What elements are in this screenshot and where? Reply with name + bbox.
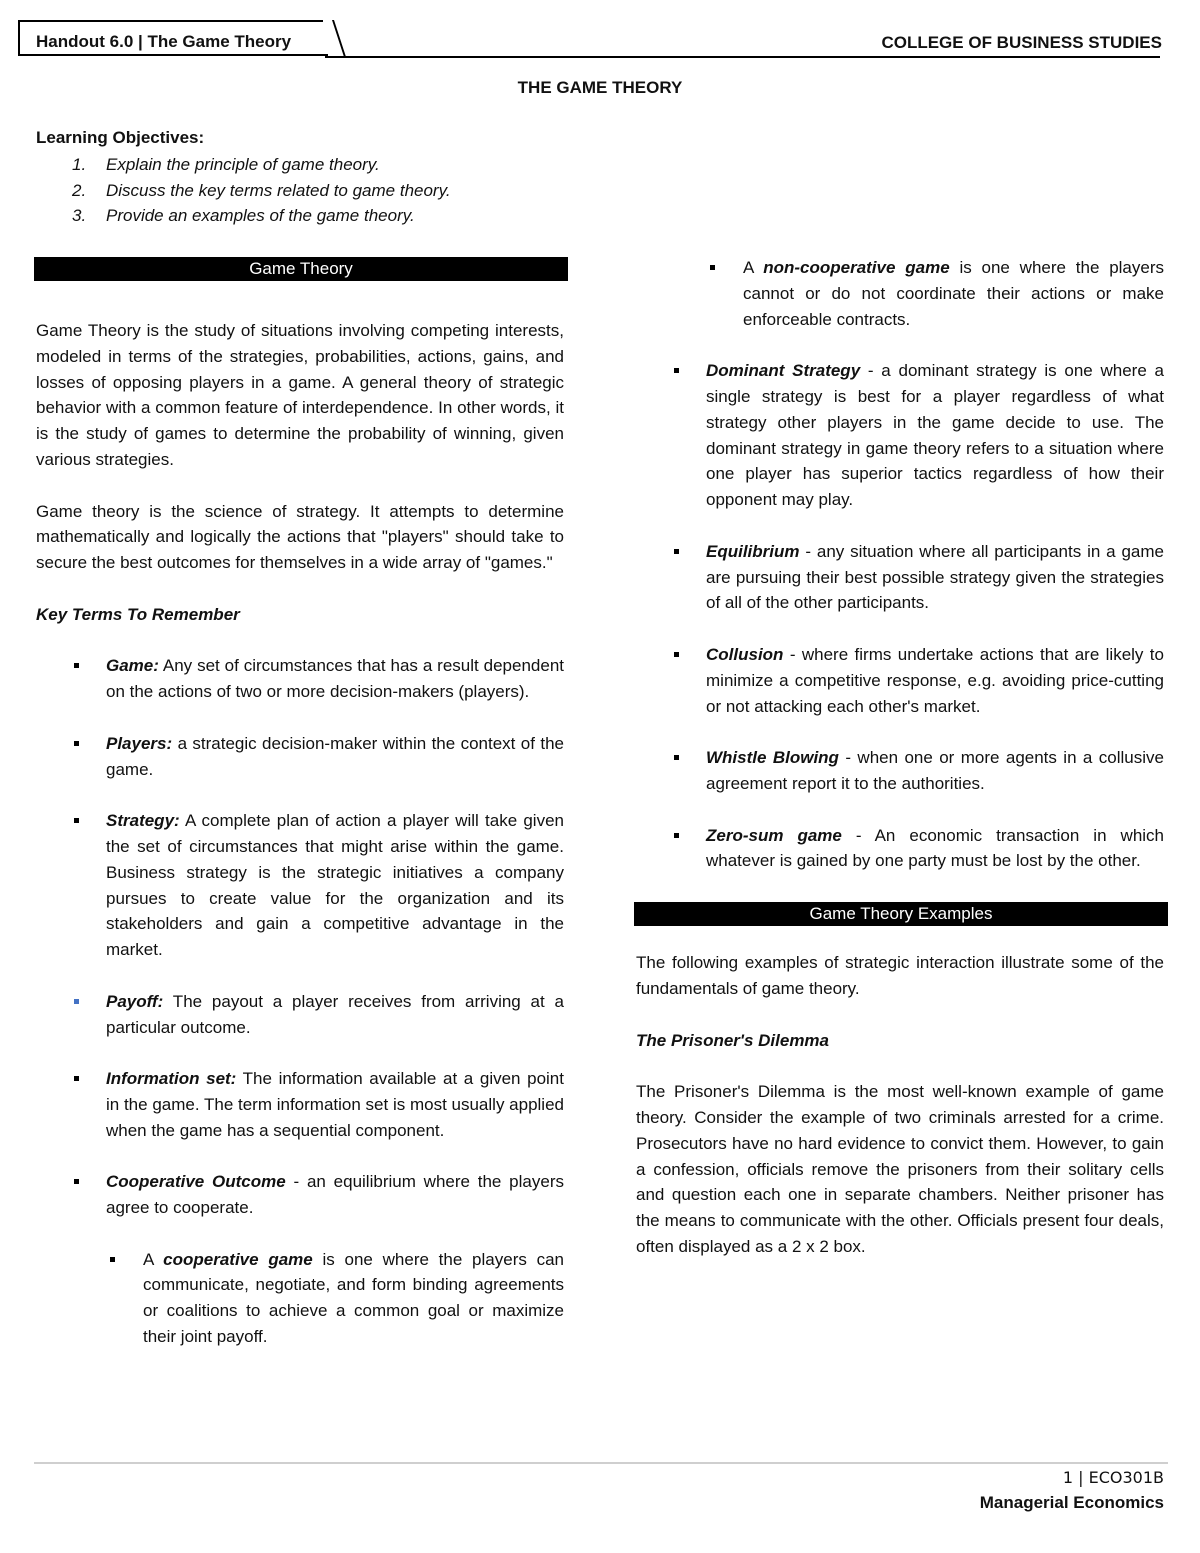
term-payoff [36, 989, 564, 1066]
key-terms-list [36, 653, 564, 1246]
key-terms-heading: Key Terms To Remember [36, 604, 240, 624]
term-label: Payoff: [106, 991, 164, 1011]
page-number: 1 | ECO301B [1062, 1468, 1164, 1487]
prisoners-dilemma-text: The Prisoner's Dilemma is the most well-known example of game theory. Consider the example of two criminals arrested for a crime. Prosecutors have no hard evidence to convict them. However, to gain a confession, officials remove the prisoners from their solitary cells and question each one in separate chambers. Neither prisoner has the means to communicate with the other. Officials present four deals, often displayed as a 2 x 2 box. [636, 1082, 1164, 1256]
term-definition: A complete plan of action a player will take given the set of circumstances that might arise within the game. Business strategy is the strategic initiatives a company pursues to create value for the organization and its stakeholders and gain a competitive advantage in the market. [106, 811, 564, 960]
term-label: non-cooperative game [763, 258, 950, 277]
objective-number: 1. [72, 155, 87, 174]
handout-tab-bottom [18, 54, 328, 56]
term-strategy [36, 808, 564, 989]
science-paragraph: Game theory is the science of strategy. It attempts to determine mathematically and logically the actions that "players" should take to secure the best outcomes for themselves in a wide array of "games." [36, 501, 564, 573]
term-noncooperative-game [636, 255, 1164, 358]
objective-number: 3. [72, 206, 87, 225]
term-definition: Any set of circumstances that has a result dependent on the actions of two or more decision-makers (players). [106, 656, 564, 702]
more-terms-list [636, 358, 1164, 874]
right-column [634, 255, 1168, 1260]
term-game [36, 653, 564, 730]
section-bar-examples: Game Theory Examples [634, 902, 1168, 926]
term-zero-sum-game [636, 823, 1164, 875]
handout-label: Handout 6.0 | The Game Theory [36, 32, 292, 51]
page-title: THE GAME THEORY [517, 78, 683, 97]
term-definition: The payout a player receives from arriving at a particular outcome. [106, 991, 564, 1037]
term-label: Whistle Blowing [706, 748, 839, 768]
term-definition: - an equilibrium where the players agree to cooperate. [106, 1172, 564, 1218]
objectives-heading: Learning Objectives: [36, 128, 205, 147]
term-cooperative-game [36, 1247, 564, 1350]
term-label: Dominant Strategy [706, 361, 861, 381]
term-definition: is one where the players can communicate, negotiate, and form binding agreements or coalitions to achieve a common goal or maximize their joint payoff. [143, 1249, 565, 1347]
course-name: Managerial Economics [979, 1493, 1164, 1512]
term-definition: is one where the players cannot or do not coordinate their actions or make enforceable contracts. [743, 258, 1165, 329]
noncooperative-sublist [636, 255, 1164, 358]
term-definition: - where firms undertake actions that are likely to minimize a competitive response, e.g. avoiding price-cutting or not attacking each other's market. [706, 644, 1164, 716]
term-label: Equilibrium [706, 541, 800, 561]
term-definition: - An economic transaction in which whatever is gained by one party must be lost by the other. [706, 825, 1164, 871]
objective-text: Discuss the key terms related to game theory. [106, 181, 451, 200]
term-prefix: A [143, 1249, 164, 1269]
term-cooperative-outcome [36, 1169, 564, 1246]
term-equilibrium [636, 539, 1164, 642]
term-players [36, 731, 564, 808]
term-definition: - a dominant strategy is one where a single strategy is best for a player regardless of what strategy other players in the game decide to use. The dominant strategy in game theory refers to a situation where one player has superior tactics regardless of how their opponent may play. [706, 361, 1164, 510]
term-definition: - any situation where all participants in a game are pursuing their best possible strategy given the strategies of all of the other participants. [706, 541, 1164, 613]
term-label: Players: [106, 733, 173, 753]
term-definition: - when one or more agents in a collusive agreement report it to the authorities. [706, 748, 1164, 793]
section-bar-game-theory: Game Theory [34, 257, 568, 281]
term-label: Information set: [106, 1069, 237, 1089]
college-name: COLLEGE OF BUSINESS STUDIES [881, 33, 1162, 52]
footer-rule [34, 1462, 1168, 1464]
term-information-set [36, 1066, 564, 1169]
prisoners-dilemma-heading: The Prisoner's Dilemma [636, 1030, 830, 1050]
objective-number: 2. [72, 181, 87, 200]
term-definition: The information available at a given point in the game. The term information set is most usually applied when the game has a sequential component. [106, 1069, 564, 1140]
objective-text: Provide an examples of the game theory. [106, 206, 415, 225]
term-label: cooperative game [163, 1249, 313, 1269]
intro-paragraph: Game Theory is the study of situations involving competing interests, modeled in terms of the strategies, probabilities, actions, gains, and losses of opposing players in a game. A general theory of strategic behavior with a common feature of interdependence. In other words, it is the study of games to determine the probability of winning, given various strategies. [36, 321, 564, 469]
term-dominant-strategy [636, 358, 1164, 539]
term-label: Strategy: [106, 811, 180, 831]
cooperative-sublist [36, 1247, 564, 1350]
term-label: Cooperative Outcome [106, 1172, 286, 1192]
term-label: Game: [106, 656, 159, 676]
examples-intro: The following examples of strategic interaction illustrate some of the fundamentals of game theory. [636, 953, 1164, 998]
objective-text: Explain the principle of game theory. [106, 155, 380, 174]
term-definition: a strategic decision-maker within the context of the game. [106, 733, 564, 779]
term-prefix: A [743, 258, 764, 277]
term-collusion [636, 642, 1164, 745]
left-column [34, 257, 568, 1350]
term-label: Collusion [706, 644, 784, 664]
term-whistle-blowing [636, 745, 1164, 822]
term-label: Zero-sum game [706, 825, 842, 845]
header-rule [325, 56, 1160, 58]
